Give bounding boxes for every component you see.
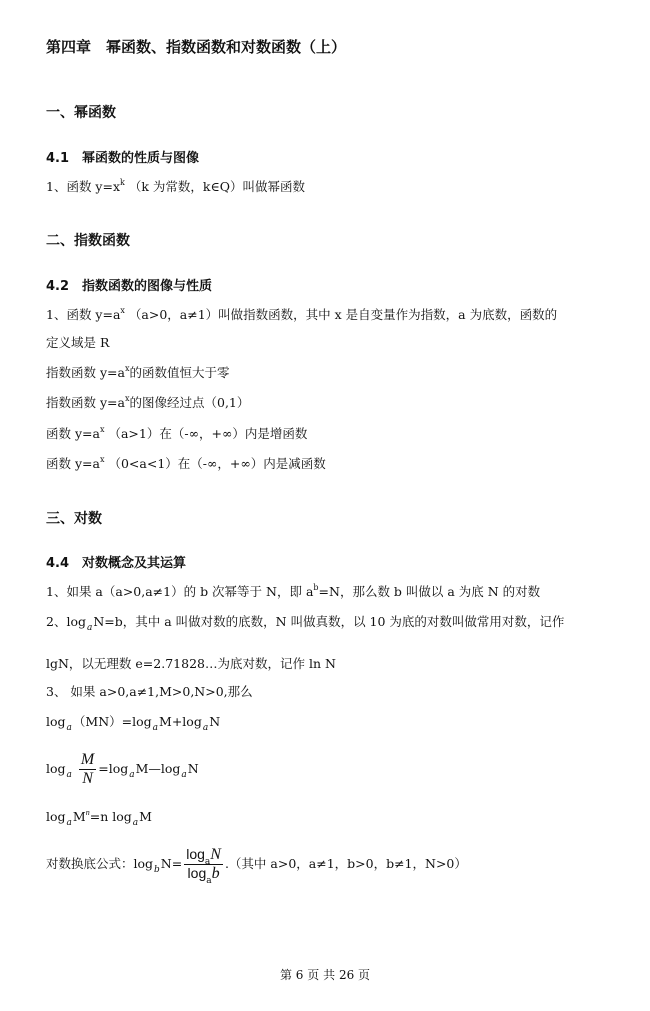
formula-log-power: $\log_aM^n=n$ $\log_aM$ — [46, 808, 152, 828]
paragraph-log-terms: 2、$\log_aN=b$，其中 a 叫做对数的底数，N 叫做真数，以 10 为底的对数叫做常用对数，记作 — [46, 614, 565, 633]
formula-log-quotient: $\log_a$ $\frac{M}{N}$ $=\log_aM—\log_aN$ — [46, 751, 199, 787]
subsection-4-1: 4.1 幂函数的性质与图像 — [46, 151, 200, 166]
formula-change-of-base: 对数换底公式：$\log_bN=$ $\frac{\log_aN}{\log_ab}$ .（其中 a>0，a≠1，b>0，b≠1，N>0） — [46, 846, 467, 886]
paragraph-log-conditions: 3、 如果 a>0,a≠1,M>0,N>0,那么 — [46, 684, 253, 699]
subsection-4-4: 4.4 对数概念及其运算 — [46, 556, 187, 571]
subsection-4-2: 4.2 指数函数的图像与性质 — [46, 279, 213, 294]
page-footer: 第 6 页 共 26 页 — [279, 968, 371, 982]
paragraph-log-definition: 1、如果 a（a>0,a≠1）的 b 次幂等于 N，即 $a^b=N$，那么数 b 叫做以 a 为底 N 的对数 — [46, 583, 541, 599]
paragraph-exp-point: 指数函数 $y=a^x$的图像经过点（0,1） — [46, 394, 250, 410]
paragraph-exp-increasing: 函数 $y=a^x$ （a>1）在（-∞，+∞）内是增函数 — [46, 425, 308, 441]
paragraph-exp-decreasing: 函数 $y=a^x$ （0<a<1）在（-∞，+∞）内是减函数 — [46, 455, 326, 471]
paragraph-exp-positive: 指数函数 $y=a^x$的函数值恒大于零 — [46, 364, 230, 380]
section-title-logarithm: 三、对数 — [46, 511, 102, 527]
paragraph-exp-definition: 1、函数 $y=a^x$ （a>0，a≠1）叫做指数函数，其中 x 是自变量作为指数，a 为底数，函数的 — [46, 306, 558, 322]
paragraph-power-definition: 1、函数 $y=x^k$ （k 为常数，k∈Q）叫做幂函数 — [46, 178, 305, 194]
paragraph-log-common-natural: lgN，以无理数 e=2.71828…为底对数，记作 ln N — [46, 656, 336, 671]
section-title-exponential: 二、指数函数 — [46, 233, 130, 249]
quotient-fraction: $\frac{M}{N}$ — [80, 751, 95, 787]
change-of-base-fraction: $\frac{\log_aN}{\log_ab}$ — [186, 846, 221, 886]
paragraph-exp-domain: 定义域是 R — [46, 335, 110, 350]
section-title-power: 一、幂函数 — [46, 105, 116, 121]
chapter-title: 第四章 幂函数、指数函数和对数函数（上） — [46, 38, 347, 56]
formula-log-product: $\log_a(MN)=\log_aM+\log_aN$ — [46, 714, 221, 733]
